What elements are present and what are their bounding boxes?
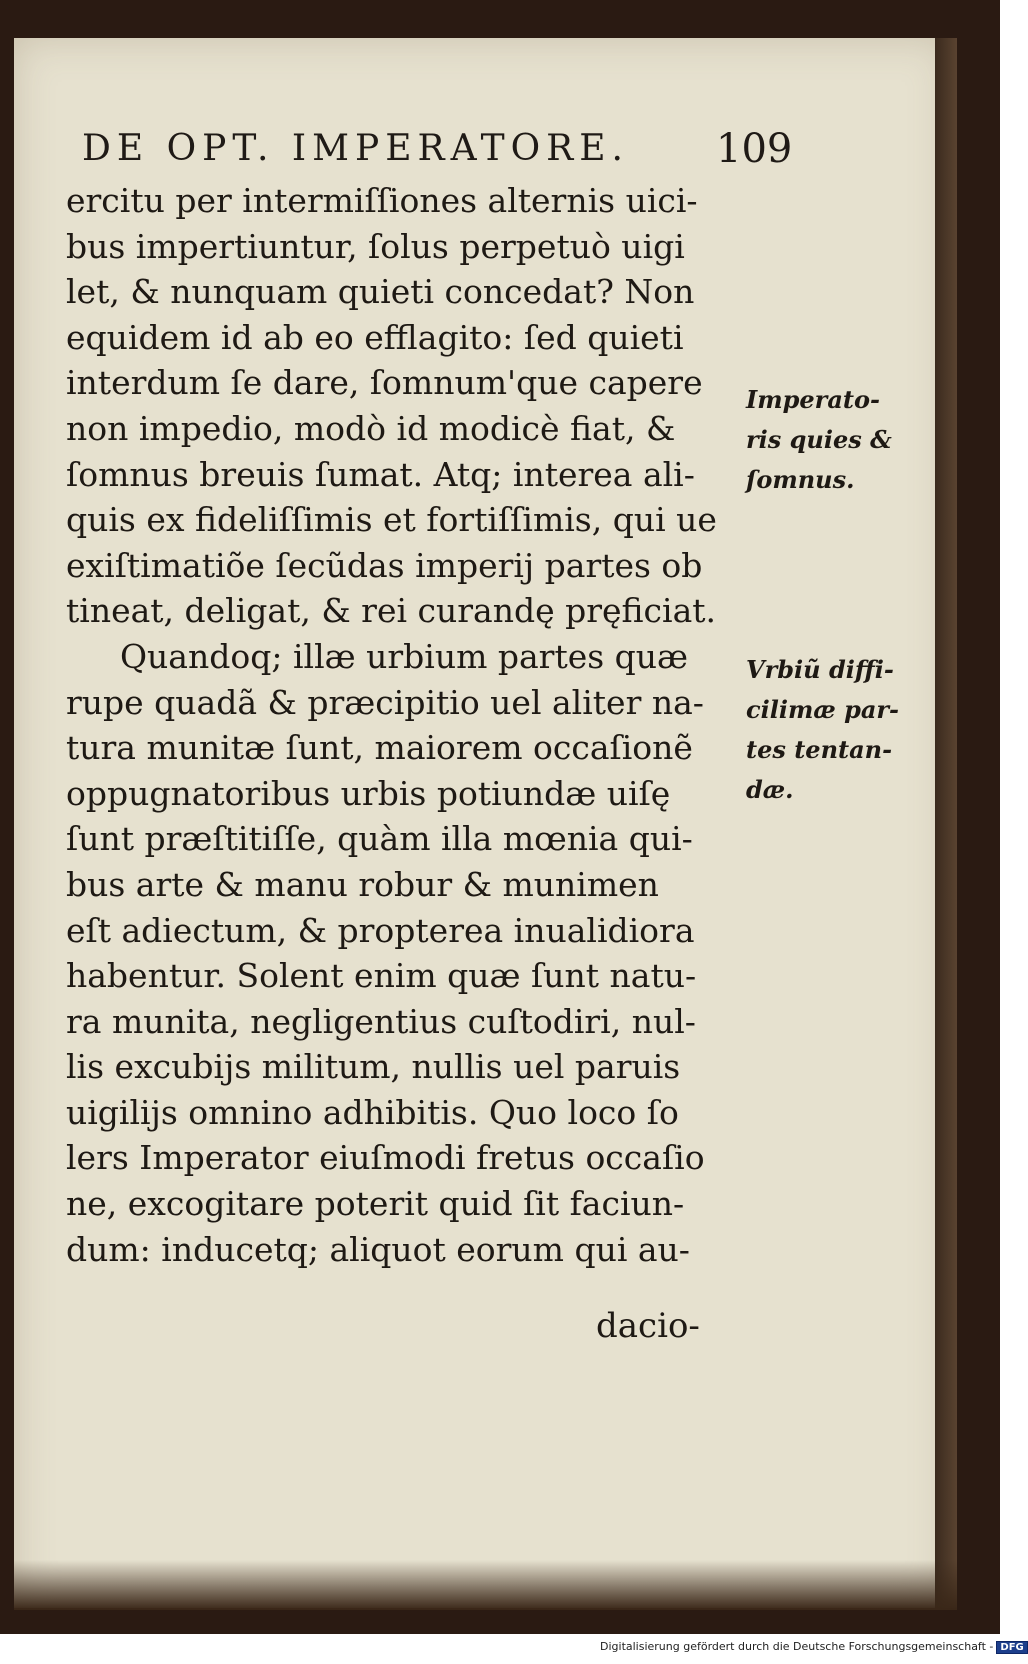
text-line: dum: inducetq; aliquot eorum qui au-: [66, 1229, 690, 1269]
text-line: ra munita, negligentius cuſtodiri, nul-: [66, 1001, 696, 1041]
marginal-line: cilimæ par-: [746, 695, 900, 724]
text-line: ſomnus breuis ſumat. Atq; interea ali-: [66, 454, 695, 494]
text-line: tura munitæ ſunt, maiorem occaſionẽ: [66, 728, 693, 768]
catchword: dacio-: [596, 1306, 700, 1346]
marginal-note-urbium: [746, 650, 906, 810]
marginal-line: ris quies &: [746, 425, 892, 454]
marginal-line: tes tentan-: [746, 735, 893, 764]
text-line: rupe quadã & præcipitio uel aliter na-: [66, 682, 704, 722]
text-line: non impedio, modò id modicè fiat, &: [66, 408, 676, 448]
digitization-credit: [600, 1640, 1024, 1660]
text-line: quis ex fideliſſimis et fortiſſimis, qui ue: [66, 500, 717, 540]
text-line: ercitu per intermiſſiones alternis uici-: [66, 181, 698, 220]
text-line: equidem id ab eo efflagito: ſed quieti: [66, 317, 684, 357]
page-edge-shadow: [935, 38, 957, 1608]
text-line: let, & nunquam quieti concedat? Non: [66, 272, 695, 312]
marginal-line: dæ.: [746, 775, 794, 804]
running-title: DE OPT. IMPERATORE.: [82, 128, 630, 169]
marginal-line: Vrbiũ diffi-: [746, 655, 894, 684]
text-line: uigilijs omnino adhibitis. Quo loco ſo: [66, 1092, 679, 1132]
body-text: [66, 178, 746, 1272]
marginal-note-imperatoris: [746, 380, 906, 500]
text-line: lis excubijs militum, nullis uel paruis: [66, 1047, 681, 1087]
marginal-line: ſomnus.: [746, 465, 855, 494]
paragraph-start-line: Quandoq; illæ urbium partes quæ: [120, 636, 689, 676]
text-line: lers Imperator eiuſmodi fretus occaſio: [66, 1138, 705, 1178]
text-line: habentur. Solent enim quæ ſunt natu-: [66, 956, 697, 996]
text-line: bus arte & manu robur & munimen: [66, 864, 659, 904]
text-line: oppugnatoribus urbis potiundæ uiſę: [66, 773, 671, 813]
text-line: tineat, deligat, & rei curandę pręficiat.: [66, 591, 717, 631]
text-line: ſunt præſtitiſſe, quàm illa mœnia qui-: [66, 819, 693, 859]
text-line: interdum ſe dare, ſomnum'que capere: [66, 363, 703, 403]
page-number: 109: [716, 126, 793, 172]
marginal-line: Imperato-: [746, 385, 880, 414]
text-line: eſt adiectum, & propterea inualidiora: [66, 910, 695, 950]
text-line: bus impertiuntur, ſolus perpetuò uigi: [66, 226, 685, 266]
text-line: exiſtimatiõe ſecũdas imperij partes ob: [66, 545, 703, 585]
credit-text: Digitalisierung gefördert durch die Deutsche Forschungsgemeinschaft -: [600, 1640, 994, 1653]
page-bottom-shadow: [14, 1560, 957, 1610]
dfg-logo: DFG: [996, 1641, 1027, 1654]
text-line: ne, excogitare poterit quid ſit faciun-: [66, 1184, 685, 1224]
